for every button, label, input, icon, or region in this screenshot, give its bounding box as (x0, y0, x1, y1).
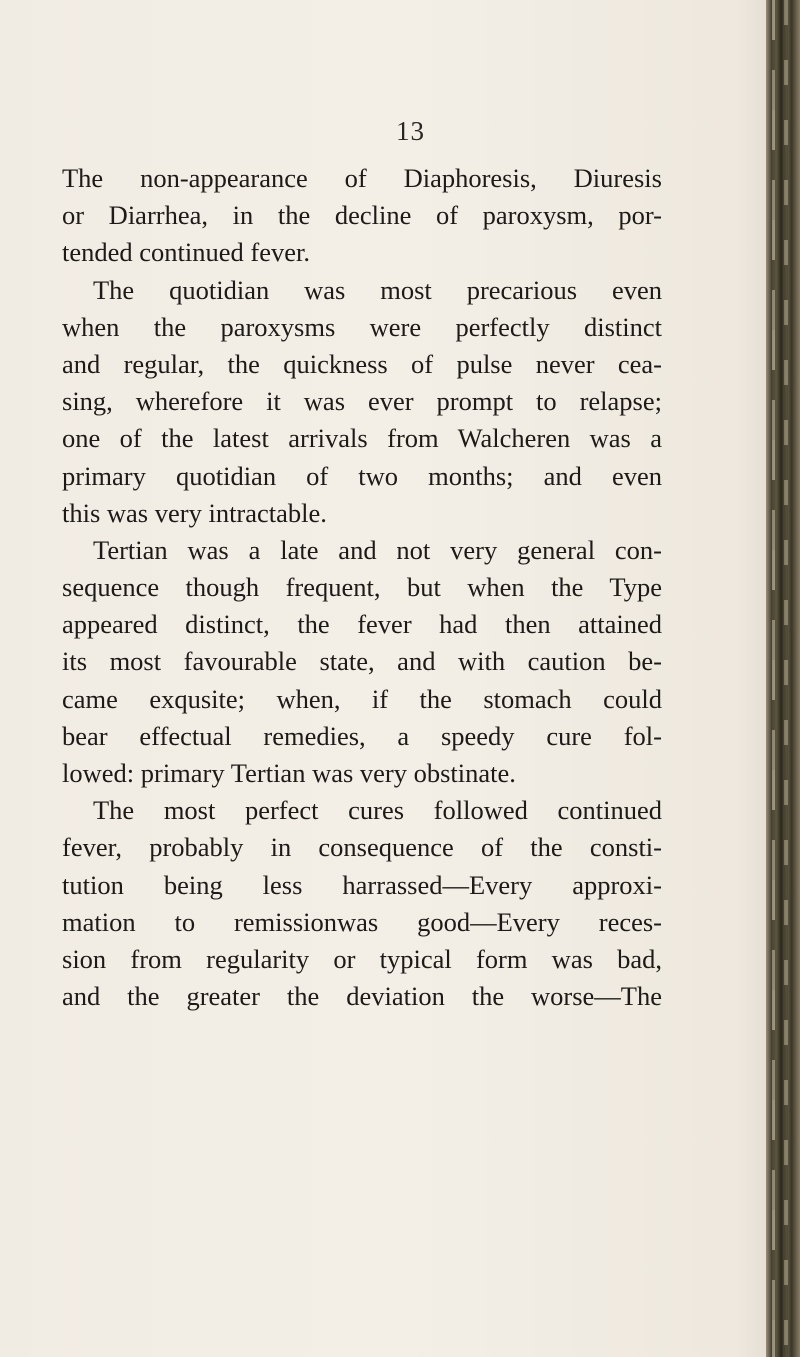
text-line: fever, probably in consequence of the consti- (62, 832, 662, 863)
text-line: lowed: primary Tertian was very obstinate. (62, 758, 516, 788)
text-line: Tertian was a late and not very general con- (93, 534, 662, 565)
body-text (62, 160, 662, 1015)
book-spine-edge (766, 0, 800, 1357)
text-line: or Diarrhea, in the decline of paroxysm, por- (62, 200, 662, 231)
text-line: primary quotidian of two months; and even (62, 460, 662, 491)
text-line: appeared distinct, the fever had then attained (62, 609, 662, 640)
text-line: came exqusite; when, if the stomach could (62, 683, 662, 714)
text-line: bear effectual remedies, a speedy cure fol- (62, 720, 662, 751)
text-line: and regular, the quickness of pulse never cea- (62, 348, 662, 379)
text-line: its most favourable state, and with caution be- (62, 646, 662, 677)
text-line: this was very intractable. (62, 497, 327, 528)
text-line: tended continued fever. (62, 237, 310, 268)
text-line: sequence though frequent, but when the Type (62, 572, 662, 603)
text-line: mation to remissionwas good—Every reces- (62, 906, 662, 937)
text-line: The non-appearance of Diaphoresis, Diuresis (62, 163, 662, 193)
text-line: sion from regularity or typical form was bad, (62, 943, 662, 974)
text-line: one of the latest arrivals from Walcheren was a (62, 423, 662, 454)
text-line: tution being less harrassed—Every approxi- (62, 869, 662, 900)
text-line: when the paroxysms were perfectly distinct (62, 311, 662, 342)
page-number: 13 (396, 116, 425, 146)
text-line: The quotidian was most precarious even (93, 274, 662, 305)
text-line: The most perfect cures followed continued (93, 795, 662, 826)
text-line: and the greater the deviation the worse—The (62, 981, 662, 1012)
text-line: sing, wherefore it was ever prompt to relapse; (62, 386, 662, 417)
